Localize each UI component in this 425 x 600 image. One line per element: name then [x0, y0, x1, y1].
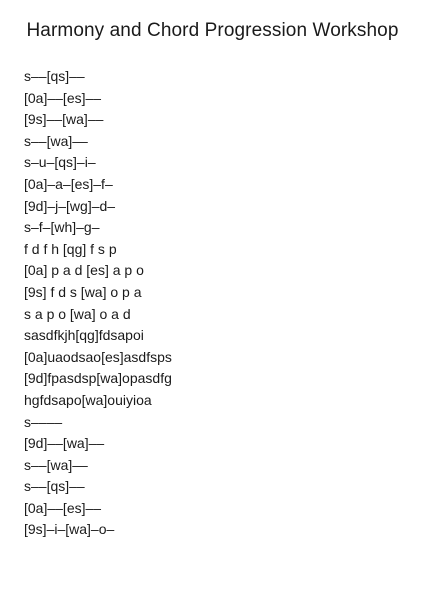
notation-line: s––[wa]–– — [24, 132, 88, 149]
notation-line: s a p o [wa] o a d — [24, 305, 131, 322]
notation-line: [9d]––[wa]–– — [24, 435, 105, 452]
notation-line: s––[qs]–– — [24, 68, 85, 84]
notation-line: [9s] f d s [wa] o p a — [24, 283, 142, 300]
notation-line: [9d]fpasdsp[wa]opasdfg — [24, 370, 172, 387]
notation-line: hgfdsapo[wa]ouiyioa — [24, 391, 152, 408]
notation-line: [0a]uaodsao[es]asdfsps — [24, 348, 172, 365]
notation-line: s–u–[qs]–i– — [24, 154, 96, 171]
notation-line: [0a]–a–[es]–f– — [24, 175, 113, 192]
notation-lines — [24, 66, 172, 541]
notation-line: [0a]––[es]–– — [24, 499, 102, 516]
notation-line: [9s]––[wa]–– — [24, 111, 104, 128]
notation-line: [0a] p a d [es] a p o — [24, 262, 144, 279]
notation-line: [9d]–j–[wg]–d– — [24, 197, 116, 214]
notation-line: [9s]–i–[wa]–o– — [24, 521, 115, 538]
notation-line: [0a]––[es]–– — [24, 89, 102, 106]
page-title: Harmony and Chord Progression Workshop — [26, 20, 399, 41]
notation-line: s–f–[wh]–g– — [24, 219, 100, 236]
notation-line: f d f h [qg] f s p — [24, 240, 117, 257]
notation-line: sasdfkjh[qg]fdsapoi — [24, 327, 144, 344]
notation-line: s––[wa]–– — [24, 456, 88, 473]
notation-line: s––[qs]–– — [24, 478, 85, 495]
notation-line: s–––– — [24, 413, 63, 430]
